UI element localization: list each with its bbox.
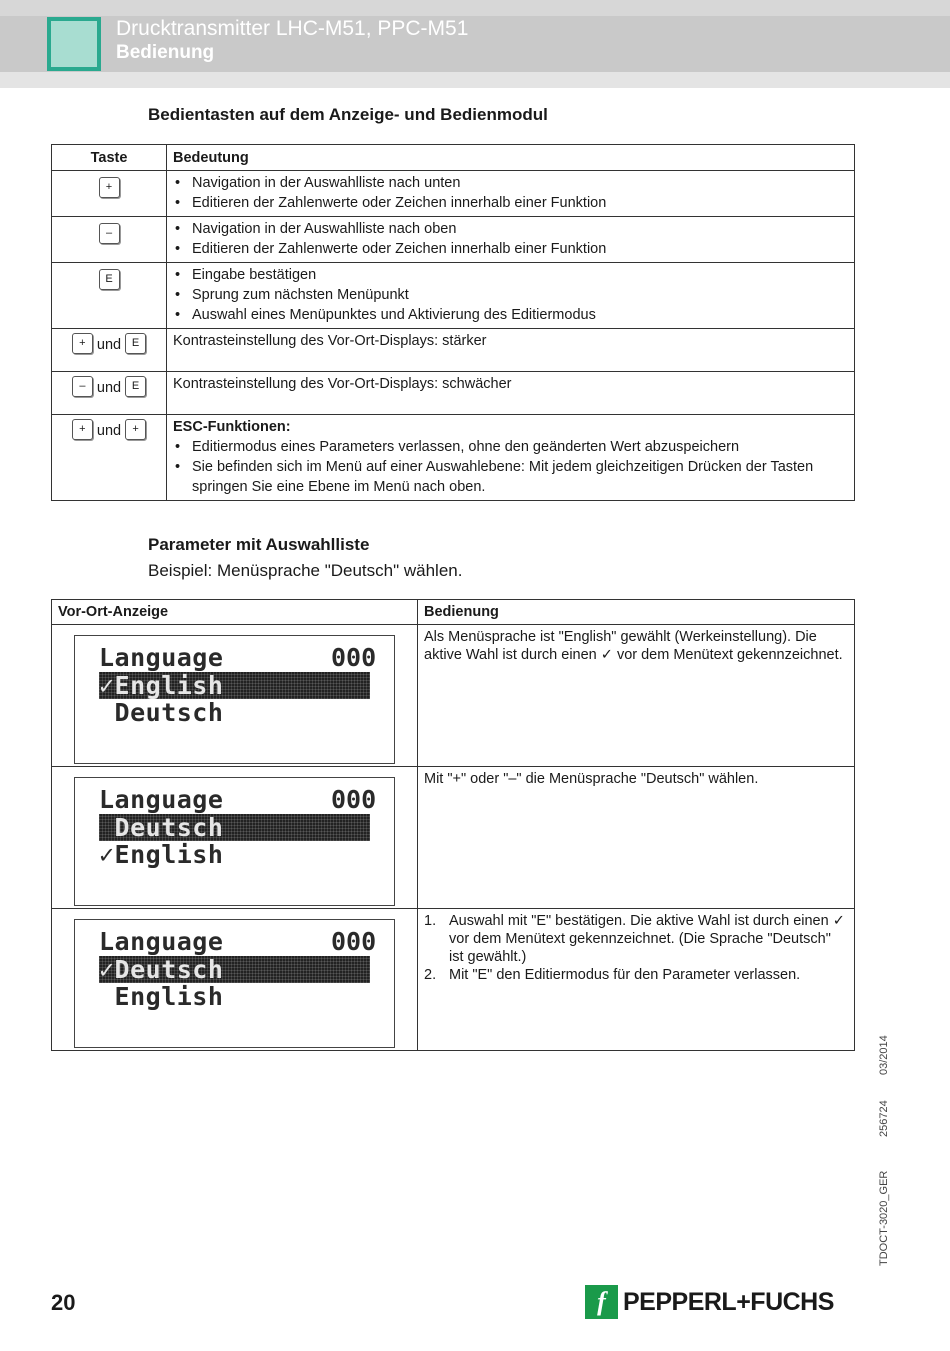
col-header-key: Taste <box>52 145 167 171</box>
table-row <box>52 217 855 263</box>
key-cell <box>52 372 167 415</box>
operation-cell <box>418 909 855 1051</box>
key-cell <box>52 329 167 372</box>
side-date: 03/2014 <box>878 1035 890 1075</box>
minus-key-icon: – <box>99 223 120 244</box>
e-key-icon: E <box>125 333 146 354</box>
table-header-row <box>52 600 855 625</box>
list-item: • Auswahl eines Menüpunktes und Aktivierung des Editiermodus <box>175 307 596 323</box>
col-header-meaning: Bedeutung <box>167 145 855 171</box>
lcd-line: ✓English <box>99 840 224 869</box>
col-header-display: Vor-Ort-Anzeige <box>52 600 418 625</box>
brand-mark-icon: f <box>585 1285 618 1319</box>
e-key-icon: E <box>99 269 120 290</box>
display-cell <box>52 909 418 1051</box>
lcd-line-selected: Deutsch <box>99 814 370 841</box>
keys-table <box>51 144 855 501</box>
brand-logo <box>585 1285 834 1319</box>
meaning-cell <box>167 171 855 217</box>
list-item: • Sprung zum nächsten Menüpunkt <box>175 287 409 303</box>
lcd-code: 000 <box>331 643 377 672</box>
meaning-cell: Kontrasteinstellung des Vor-Ort-Displays: schwächer <box>167 372 855 415</box>
lcd-line-selected: ✓Deutsch <box>99 956 370 983</box>
table-row <box>52 625 855 767</box>
list-item: • Eingabe bestätigen <box>175 267 317 283</box>
esc-title: ESC-Funktionen: <box>173 419 291 435</box>
lcd-display <box>74 777 395 906</box>
brand-name: PEPPERL+FUCHS <box>623 1287 834 1316</box>
list-item: • Editieren der Zahlenwerte oder Zeichen innerhalb einer Funktion <box>175 195 607 211</box>
col-header-operation: Bedienung <box>418 600 855 625</box>
display-cell <box>52 767 418 909</box>
key-cell <box>52 171 167 217</box>
e-key-icon: E <box>125 376 146 397</box>
header-logo-inner <box>51 21 97 67</box>
lcd-line-selected: ✓English <box>99 672 370 699</box>
table-row <box>52 767 855 909</box>
key-cell <box>52 263 167 329</box>
list-item: • Sie befinden sich im Menü auf einer Auswahlebene: Mit jedem gleichzeitigen Drücken der Tasten springen Sie eine Ebene im Menü nach oben. <box>175 459 814 495</box>
section-heading-params: Parameter mit Auswahlliste <box>148 535 370 554</box>
lcd-line: Language <box>99 927 224 956</box>
plus-key-icon: + <box>99 177 120 198</box>
meaning-cell: Kontrasteinstellung des Vor-Ort-Displays: stärker <box>167 329 855 372</box>
minus-key-icon: – <box>72 376 93 397</box>
lcd-display <box>74 919 395 1048</box>
plus-key-icon: + <box>72 419 93 440</box>
und-label: und <box>96 423 122 439</box>
key-cell <box>52 217 167 263</box>
und-label: und <box>96 337 122 353</box>
table-row <box>52 909 855 1051</box>
operation-cell: Als Menüsprache ist "English" gewählt (Werkeinstellung). Die aktive Wahl ist durch einen ✓ vor dem Menütext gekennzeichnet. <box>418 625 855 767</box>
document-title: Drucktransmitter LHC-M51, PPC-M51 <box>116 17 469 40</box>
list-item: • Editiermodus eines Parameters verlassen, ohne den geänderten Wert abzuspeichern <box>175 439 740 455</box>
chapter-title: Bedienung <box>116 42 215 63</box>
example-table <box>51 599 855 1051</box>
operation-cell: Mit "+" oder "–" die Menüsprache "Deutsch" wählen. <box>418 767 855 909</box>
table-row <box>52 372 855 415</box>
section-heading-keys: Bedientasten auf dem Anzeige- und Bedienmodul <box>148 105 548 124</box>
example-text: Beispiel: Menüsprache "Deutsch" wählen. <box>148 561 463 580</box>
table-row <box>52 415 855 501</box>
meaning-cell <box>167 415 855 501</box>
table-row <box>52 329 855 372</box>
plus-key-icon: + <box>72 333 93 354</box>
header-logo-box <box>47 17 101 71</box>
lcd-code: 000 <box>331 785 377 814</box>
list-item: • Navigation in der Auswahlliste nach oben <box>175 221 457 237</box>
lcd-line: English <box>99 982 224 1011</box>
lcd-line: Language <box>99 785 224 814</box>
side-doc-id: TDOCT-3020_GER <box>878 1170 890 1266</box>
table-row <box>52 171 855 217</box>
meaning-cell <box>167 263 855 329</box>
list-item: • Editieren der Zahlenwerte oder Zeichen innerhalb einer Funktion <box>175 241 607 257</box>
key-cell <box>52 415 167 501</box>
meaning-cell <box>167 217 855 263</box>
top-strip <box>0 0 950 16</box>
page-number: 20 <box>51 1290 76 1315</box>
lcd-code: 000 <box>331 927 377 956</box>
lcd-line: Language <box>99 643 224 672</box>
side-number: 256724 <box>878 1100 890 1137</box>
list-item: 2. Mit "E" den Editiermodus für den Parameter verlassen. <box>424 967 801 983</box>
table-row <box>52 263 855 329</box>
list-item: 1. Auswahl mit "E" bestätigen. Die aktive Wahl ist durch einen ✓ vor dem Menütext gekennzeichnet. (Die Sprache "Deutsch" ist gewählt.) <box>424 913 845 965</box>
table-header-row <box>52 145 855 171</box>
plus-key-icon: + <box>125 419 146 440</box>
display-cell <box>52 625 418 767</box>
list-item: • Navigation in der Auswahlliste nach unten <box>175 175 461 191</box>
header-underline <box>0 72 950 88</box>
und-label: und <box>96 380 122 396</box>
lcd-display <box>74 635 395 764</box>
lcd-line: Deutsch <box>99 698 224 727</box>
